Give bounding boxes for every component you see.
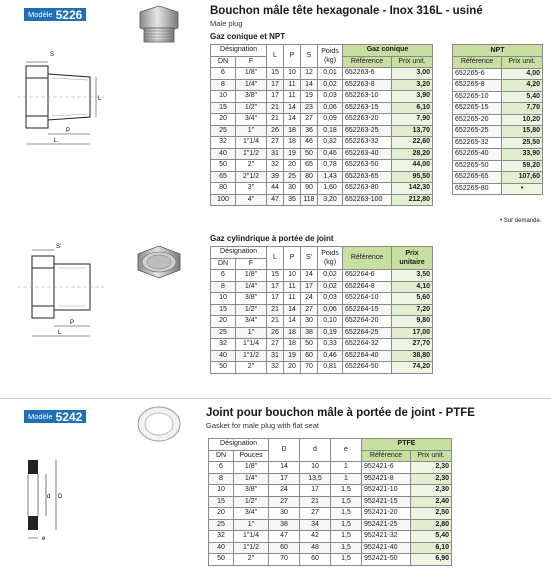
cyl-rows <box>211 270 433 374</box>
header-p: P <box>284 45 301 68</box>
cyl-header-l: L <box>267 247 284 270</box>
table-row: 40 1"1/2 60 48 1,5 952421-40 6,10 <box>209 542 452 554</box>
ptfe-header-dn: DN <box>209 450 234 462</box>
cyl-header-poids: Poids (kg) <box>318 247 343 270</box>
table-row: 50 2" 70 60 1,5 952421-50 6,90 <box>209 554 452 566</box>
table-gaz-conique <box>210 44 433 206</box>
ptfe-header-e: e <box>331 439 362 462</box>
table-ptfe <box>208 438 452 566</box>
gasket-label-e: e <box>42 536 46 542</box>
table-row: 32 1"1/4 47 42 1,5 952421-32 5,40 <box>209 531 452 543</box>
table-row: 8 1/4" 17 13,5 1 952421-8 2,30 <box>209 473 452 485</box>
drawing-plug-cylindrique <box>12 236 112 346</box>
table-row: 652265-40 33,90 <box>453 149 543 161</box>
cyl-drawing-label-s: S' <box>56 244 62 250</box>
npt-header-reference: Référence <box>453 57 502 69</box>
table-row: 50 2" 32 20 70 0,81 652264-50 74,20 <box>211 362 433 374</box>
header-dn: DN <box>211 56 236 68</box>
header-gaz-conique: Gaz conique <box>343 45 433 57</box>
table-row: 15 1/2" 27 21 1,5 952421-15 2,40 <box>209 496 452 508</box>
table-row: 25 1" 26 18 38 0,19 652264-25 17,00 <box>211 327 433 339</box>
table-row: 652265-80 • <box>453 183 543 195</box>
header-prix: Prix unit. <box>392 56 433 68</box>
cyl-header-s: S' <box>301 247 318 270</box>
drawing-label-l-vert: L <box>98 96 102 102</box>
badge-number: 5226 <box>55 7 83 22</box>
section1-subtitle: Male plug <box>210 19 243 28</box>
cyl-header-p: P <box>284 247 301 270</box>
table-row: 15 1/2" 21 14 23 0,06 652263-15 6,10 <box>211 102 433 114</box>
table-row: 652265-20 10,20 <box>453 114 543 126</box>
header-npt: NPT <box>453 45 543 57</box>
cyl-drawing-label-p: P <box>70 320 75 326</box>
section2-title: Joint pour bouchon mâle à portée de joint - PTFE <box>206 407 475 419</box>
table-row: 25 1" 26 18 36 0,18 652263-25 13,70 <box>211 125 433 137</box>
table-gaz-cylindrique <box>210 246 433 374</box>
table-row: 20 3/4" 21 14 30 0,10 652264-20 9,80 <box>211 316 433 328</box>
table-row: 652265-6 4,00 <box>453 68 543 80</box>
table-npt <box>452 44 543 195</box>
header-reference: Référence <box>343 56 392 68</box>
table-row: 652265-25 15,80 <box>453 126 543 138</box>
table-row: 8 1/4" 17 11 17 0,02 652264-8 4,10 <box>211 281 433 293</box>
table-row: 652265-50 59,20 <box>453 160 543 172</box>
table-row: 80 3" 44 30 90 1,60 652263-80 142,30 <box>211 183 433 195</box>
drawing-label-p: P <box>66 128 71 134</box>
gasket-photo <box>134 402 184 446</box>
table-row: 652265-32 25,50 <box>453 137 543 149</box>
drawing-hex-plug-conique <box>12 44 112 154</box>
drawing-gasket <box>16 454 76 544</box>
header-designation: Désignation <box>211 45 267 57</box>
table-row: 10 3/8" 17 11 24 0,03 652264-10 5,60 <box>211 293 433 305</box>
model-badge-5242 <box>24 410 86 423</box>
badge-number: 5242 <box>55 409 83 424</box>
table-row: 20 3/4" 30 27 1,5 952421-20 2,50 <box>209 508 452 520</box>
cyl-header-f: F <box>236 258 267 270</box>
table-row: 32 1"1/4 27 18 50 0,33 652264-32 27,70 <box>211 339 433 351</box>
header-f: F <box>236 56 267 68</box>
cyl-drawing-label-l: L <box>58 330 62 336</box>
sur-demande-note: • Sur demande. <box>500 218 542 224</box>
npt-header-prix: Prix unit. <box>502 57 543 69</box>
table-row: 652265-15 7,70 <box>453 103 543 115</box>
table-row: 6 1/8" 15 10 12 0,01 652263-6 3,00 <box>211 68 433 80</box>
cyl-header-reference: Référence <box>343 247 392 270</box>
conique-rows <box>211 68 433 206</box>
table-row: 652265-10 5,40 <box>453 91 543 103</box>
ptfe-header-prix: Prix unit. <box>411 450 452 462</box>
table-row: 6 1/8" 15 10 14 0,02 652264-6 3,50 <box>211 270 433 282</box>
gaz-cylindrique-title: Gaz cylindrique à portée de joint <box>210 234 334 243</box>
badge-label: Modèle <box>28 10 53 19</box>
table-row: 10 3/8" 17 11 19 0,03 652263-10 3,90 <box>211 91 433 103</box>
table-row: 32 1"1/4 27 18 46 0,32 652263-32 22,60 <box>211 137 433 149</box>
table-row: 20 3/4" 21 14 27 0,09 652263-20 7,90 <box>211 114 433 126</box>
drawing-label-l: L <box>54 138 58 144</box>
cyl-header-dn: DN <box>211 258 236 270</box>
cyl-plug-photo <box>130 240 188 290</box>
ptfe-header-group: PTFE <box>362 439 452 451</box>
hex-plug-photo <box>130 4 188 48</box>
header-s: S <box>301 45 318 68</box>
ptfe-header-reference: Référence <box>362 450 411 462</box>
ptfe-header-d: d <box>300 439 331 462</box>
table-row: 652265-8 4,20 <box>453 80 543 92</box>
table-row: 8 1/4" 17 11 14 0,02 652263-8 3,20 <box>211 79 433 91</box>
gaz-conique-title: Gaz conique et NPT <box>210 32 286 41</box>
ptfe-rows <box>209 462 452 566</box>
ptfe-header-D: D <box>269 439 300 462</box>
table-row: 15 1/2" 21 14 27 0,06 652264-15 7,20 <box>211 304 433 316</box>
section1-title: Bouchon mâle tête hexagonale - Inox 316L - usiné <box>210 5 483 17</box>
table-row: 10 3/8" 24 17 1,5 952421-10 2,30 <box>209 485 452 497</box>
cyl-header-designation: Désignation <box>211 247 267 259</box>
table-row: 40 1"1/2 31 19 60 0,46 652264-40 38,80 <box>211 350 433 362</box>
table-row: 652265-65 107,60 <box>453 172 543 184</box>
table-row: 65 2"1/2 39 25 80 1,43 652263-65 95,50 <box>211 171 433 183</box>
header-l: L <box>267 45 284 68</box>
table-row: 25 1" 38 34 1,5 952421-25 2,80 <box>209 519 452 531</box>
gasket-label-d: d <box>47 494 51 500</box>
section2-subtitle: Gasket for male plug with flat seat <box>206 421 319 430</box>
table-row: 40 1"1/2 31 19 50 0,46 652263-40 28,20 <box>211 148 433 160</box>
drawing-label-s: S <box>50 52 55 58</box>
cyl-header-prix: Prix unitaire <box>392 247 433 270</box>
table-row: 6 1/8" 14 10 1 952421-6 2,30 <box>209 462 452 474</box>
table-row: 50 2" 32 20 65 0,78 652263-50 44,00 <box>211 160 433 172</box>
ptfe-header-pouces: Pouces <box>234 450 269 462</box>
section-divider <box>0 398 551 399</box>
gasket-label-D: D <box>58 494 63 500</box>
badge-label: Modèle <box>28 412 53 421</box>
table-row: 100 4" 47 35 118 3,20 652263-100 212,80 <box>211 194 433 206</box>
ptfe-header-designation: Désignation <box>209 439 269 451</box>
header-poids: Poids (kg) <box>318 45 343 68</box>
model-badge-5226 <box>24 8 86 21</box>
npt-rows <box>453 68 543 195</box>
